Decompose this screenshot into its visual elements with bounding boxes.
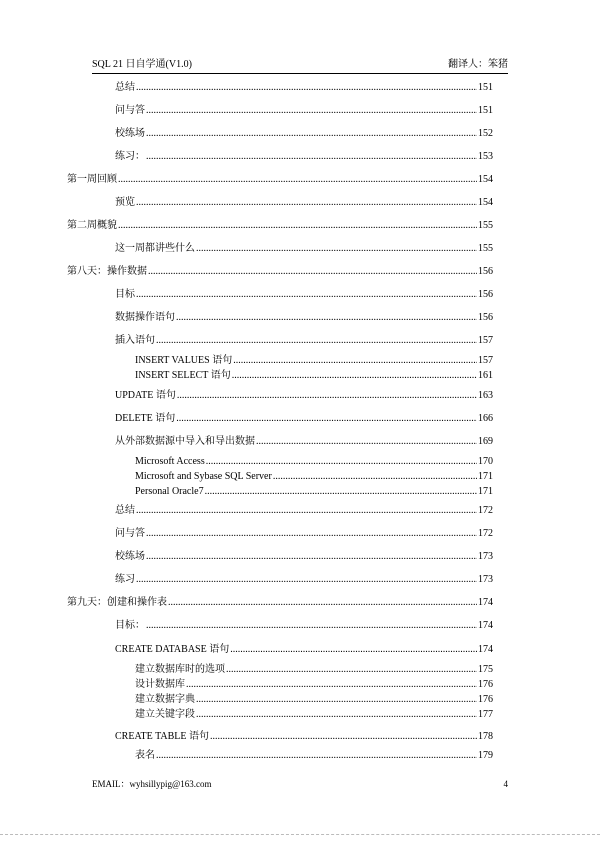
toc-entry-page: 179	[478, 750, 493, 761]
toc-dot-leader	[146, 620, 477, 632]
toc-dot-leader	[226, 664, 477, 676]
toc-entry-title: 目标	[115, 289, 135, 300]
toc-entry-title: 设计数据库	[135, 679, 185, 690]
toc-entry-page: 156	[478, 289, 493, 300]
toc-entry-page: 177	[478, 709, 493, 720]
toc-entry-page: 174	[478, 597, 493, 608]
toc-entry-title: 建立数据字典	[135, 694, 195, 705]
toc-dot-leader	[256, 436, 477, 448]
toc-entry-page: 176	[478, 679, 493, 690]
toc-entry[interactable]	[135, 750, 493, 762]
toc-dot-leader	[186, 679, 477, 691]
toc-entry-title: 建立数据库时的选项	[135, 664, 225, 675]
toc-entry-page: 178	[478, 731, 493, 742]
toc-entry[interactable]	[135, 370, 493, 382]
footer-page-number: 4	[503, 779, 508, 789]
page-edge-divider	[0, 834, 600, 835]
toc-entry-page: 155	[478, 220, 493, 231]
toc-entry[interactable]	[115, 551, 493, 563]
toc-entry[interactable]	[115, 105, 493, 117]
toc-entry-page: 163	[478, 390, 493, 401]
toc-entry-title: 建立关键字段	[135, 709, 195, 720]
toc-entry-page: 154	[478, 197, 493, 208]
toc-entry[interactable]	[115, 128, 493, 140]
toc-entry[interactable]	[115, 390, 493, 402]
toc-entry-title: 第一周回顾	[67, 174, 117, 185]
toc-entry-title: 目标：	[115, 620, 145, 631]
toc-entry-title: 总结	[115, 82, 135, 93]
toc-entry-title: 问与答	[115, 105, 145, 116]
toc-dot-leader	[176, 312, 477, 324]
toc-entry-title: 从外部数据源中导入和导出数据	[115, 436, 255, 447]
toc-dot-leader	[210, 731, 477, 743]
toc-entry-page: 174	[478, 620, 493, 631]
toc-dot-leader	[118, 174, 477, 186]
toc-entry-page: 174	[478, 644, 493, 655]
toc-dot-leader	[230, 644, 477, 656]
toc-entry[interactable]	[115, 731, 493, 743]
toc-dot-leader	[146, 128, 477, 140]
toc-entry-title: Microsoft and Sybase SQL Server	[135, 471, 272, 482]
footer-email: EMAIL：wyhsillypig@163.com	[92, 779, 212, 789]
toc-entry[interactable]	[115, 197, 493, 209]
toc-dot-leader	[156, 335, 477, 347]
toc-entry[interactable]	[115, 644, 493, 656]
toc-dot-leader	[136, 574, 477, 586]
toc-entry-title: CREATE TABLE 语句	[115, 731, 210, 742]
toc-entry-page: 170	[478, 456, 493, 467]
toc-entry-title: 插入语句	[115, 335, 155, 346]
toc-entry-title: UPDATE 语句	[115, 390, 176, 401]
toc-entry-title: INSERT VALUES 语句	[135, 355, 233, 366]
toc-dot-leader	[156, 750, 477, 762]
toc-dot-leader	[168, 597, 477, 609]
toc-entry[interactable]	[115, 505, 493, 517]
toc-entry-page: 157	[478, 335, 493, 346]
toc-entry-title: 第八天：操作数据	[67, 266, 147, 277]
toc-entry[interactable]	[115, 312, 493, 324]
toc-entry[interactable]	[115, 620, 493, 632]
toc-dot-leader	[136, 289, 477, 301]
toc-dot-leader	[136, 505, 477, 517]
toc-dot-leader	[273, 471, 477, 483]
toc-entry[interactable]	[67, 266, 493, 278]
toc-entry[interactable]	[115, 574, 493, 586]
toc-entry[interactable]	[67, 597, 493, 609]
toc-entry[interactable]	[115, 528, 493, 540]
toc-entry[interactable]	[135, 664, 493, 676]
toc-entry[interactable]	[135, 355, 493, 367]
toc-entry-title: Microsoft Access	[135, 456, 205, 467]
toc-dot-leader	[148, 266, 477, 278]
toc-entry[interactable]	[115, 82, 493, 94]
toc-entry-page: 166	[478, 413, 493, 424]
toc-entry[interactable]	[67, 220, 493, 232]
header-translator: 翻译人：笨猪	[448, 59, 508, 70]
toc-entry-title: DELETE 语句	[115, 413, 176, 424]
toc-entry-title: 数据操作语句	[115, 312, 175, 323]
toc-entry-title: 总结	[115, 505, 135, 516]
toc-entry[interactable]	[135, 709, 493, 721]
toc-entry-title: Personal Oracle7	[135, 486, 204, 497]
toc-dot-leader	[136, 197, 477, 209]
toc-dot-leader	[146, 551, 477, 563]
toc-dot-leader	[177, 390, 477, 402]
toc-entry-title: 校练场	[115, 551, 145, 562]
toc-entry-page: 154	[478, 174, 493, 185]
toc-entry-page: 161	[478, 370, 493, 381]
toc-entry-title: 预览	[115, 197, 135, 208]
toc-entry-page: 173	[478, 551, 493, 562]
toc-entry-page: 175	[478, 664, 493, 675]
toc-entry-page: 172	[478, 505, 493, 516]
toc-entry-page: 173	[478, 574, 493, 585]
toc-dot-leader	[146, 151, 477, 163]
toc-entry-title: 练习：	[115, 151, 145, 162]
toc-dot-leader	[196, 694, 477, 706]
toc-entry-page: 151	[478, 82, 493, 93]
toc-entry[interactable]	[135, 679, 493, 691]
toc-entry[interactable]	[135, 486, 493, 498]
toc-entry-title: INSERT SELECT 语句	[135, 370, 231, 381]
toc-entry[interactable]	[67, 174, 493, 186]
toc-entry-page: 156	[478, 312, 493, 323]
toc-entry-page: 155	[478, 243, 493, 254]
toc-entry-title: CREATE DATABASE 语句	[115, 644, 230, 655]
toc-entry-page: 151	[478, 105, 493, 116]
toc-dot-leader	[146, 105, 477, 117]
toc-dot-leader	[146, 528, 477, 540]
toc-entry-title: 第九天：创建和操作表	[67, 597, 167, 608]
toc-entry[interactable]	[115, 436, 493, 448]
toc-entry[interactable]	[115, 243, 493, 255]
toc-dot-leader	[196, 243, 477, 255]
toc-dot-leader	[118, 220, 477, 232]
toc-dot-leader	[232, 370, 477, 382]
toc-dot-leader	[176, 413, 477, 425]
header-title: SQL 21 日自学通(V1.0)	[92, 59, 192, 70]
toc-dot-leader	[196, 709, 477, 721]
page-footer	[92, 778, 508, 790]
toc-entry[interactable]	[115, 289, 493, 301]
toc-entry-title: 这一周都讲些什么	[115, 243, 195, 254]
toc-entry[interactable]	[135, 471, 493, 483]
toc-entry-title: 练习	[115, 574, 135, 585]
toc-entry-title: 表名	[135, 750, 155, 761]
toc-dot-leader	[233, 355, 477, 367]
toc-entry-title: 问与答	[115, 528, 145, 539]
toc-dot-leader	[206, 456, 477, 468]
toc-entry[interactable]	[115, 335, 493, 347]
toc-entry-page: 172	[478, 528, 493, 539]
toc-entry-title: 第二周概貌	[67, 220, 117, 231]
toc-entry-title: 校练场	[115, 128, 145, 139]
toc-entry-page: 153	[478, 151, 493, 162]
toc-entry-page: 171	[478, 471, 493, 482]
toc-entry-page: 156	[478, 266, 493, 277]
toc-entry-page: 171	[478, 486, 493, 497]
toc-entry[interactable]	[115, 151, 493, 163]
toc-dot-leader	[205, 486, 477, 498]
toc-entry[interactable]	[135, 694, 493, 706]
toc-entry[interactable]	[135, 456, 493, 468]
toc-entry[interactable]	[115, 413, 493, 425]
toc-entry-page: 157	[478, 355, 493, 366]
toc-entry-page: 169	[478, 436, 493, 447]
toc-dot-leader	[136, 82, 477, 94]
toc-entry-page: 152	[478, 128, 493, 139]
toc-entry-page: 176	[478, 694, 493, 705]
